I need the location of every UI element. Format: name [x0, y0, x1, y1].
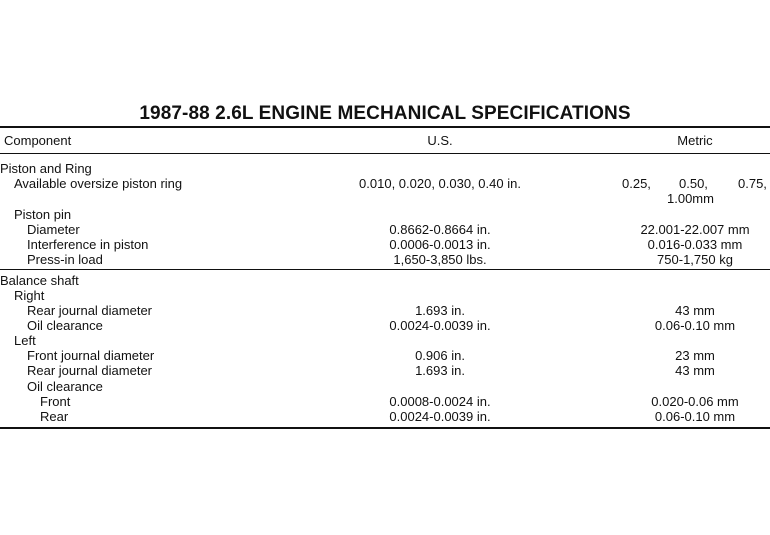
row-metric-value: 22.001-22.007 mm [640, 222, 750, 237]
metric-value: 0.50, [679, 176, 708, 191]
table-row [0, 333, 770, 348]
row-label: Rear journal diameter [27, 303, 153, 318]
row-label: Piston and Ring [0, 161, 92, 176]
row-us-value: 0.0024-0.0039 in. [389, 409, 491, 424]
row-us-value: 1.693 in. [415, 303, 465, 318]
row-label: Left [14, 333, 36, 348]
row-label: Oil clearance [27, 318, 103, 333]
table-row [0, 348, 770, 363]
row-us-value: 0.906 in. [415, 348, 465, 363]
row-us-value: 0.0006-0.0013 in. [389, 237, 491, 252]
page-title: 1987-88 2.6L ENGINE MECHANICAL SPECIFICATIONS [139, 103, 631, 124]
table-row [0, 303, 770, 318]
table-row [0, 176, 770, 206]
row-us-value: 0.0024-0.0039 in. [389, 318, 491, 333]
row-us-value: 0.0008-0.0024 in. [389, 394, 491, 409]
table-row [0, 318, 770, 333]
row-us-value: 0.010, 0.020, 0.030, 0.40 in. [359, 176, 521, 191]
header-us: U.S. [427, 133, 453, 148]
table-row [0, 161, 770, 176]
metric-value: 0.75, [738, 176, 767, 191]
row-label: Front journal diameter [27, 348, 155, 363]
bottom-rule [0, 427, 770, 429]
table-row [0, 409, 770, 424]
table-row [0, 207, 770, 222]
row-us-value: 1.693 in. [415, 363, 465, 378]
row-label: Balance shaft [0, 273, 79, 288]
row-label: Rear journal diameter [27, 363, 153, 378]
row-label: Diameter [27, 222, 80, 237]
row-label: Oil clearance [27, 379, 103, 394]
header-component: Component [4, 133, 72, 148]
row-metric-value: 0.06-0.10 mm [654, 409, 736, 424]
metric-value: 0.25, [622, 176, 651, 191]
header-rule [0, 153, 770, 154]
row-label: Piston pin [14, 207, 72, 222]
table-row [0, 363, 770, 378]
table-row [0, 252, 770, 267]
table-row [0, 394, 770, 409]
row-label: Press-in load [27, 252, 103, 267]
top-rule [0, 126, 770, 128]
row-label: Interference in piston [27, 237, 149, 252]
row-metric-value: 0.06-0.10 mm [654, 318, 736, 333]
table-row [0, 379, 770, 394]
row-us-value: 1,650-3,850 lbs. [393, 252, 487, 267]
section-rule [0, 269, 770, 270]
row-metric-value: 23 mm [675, 348, 715, 363]
row-metric-value: 0.016-0.033 mm [647, 237, 743, 252]
table-row [0, 288, 770, 303]
row-label: Right [14, 288, 45, 303]
table-row [0, 222, 770, 237]
row-label: Rear [40, 409, 69, 424]
row-label: Available oversize piston ring [14, 176, 183, 191]
row-us-value: 0.8662-0.8664 in. [389, 222, 491, 237]
table-row [0, 273, 770, 288]
row-metric-value: 43 mm [675, 303, 715, 318]
row-label: Front [40, 394, 71, 409]
row-metric-value: 0.020-0.06 mm [651, 394, 739, 409]
table-row [0, 237, 770, 252]
row-metric-value: 750-1,750 kg [657, 252, 733, 267]
header-metric: Metric [677, 133, 713, 148]
metric-value: 1.00mm [667, 191, 714, 206]
row-metric-value: 43 mm [675, 363, 715, 378]
